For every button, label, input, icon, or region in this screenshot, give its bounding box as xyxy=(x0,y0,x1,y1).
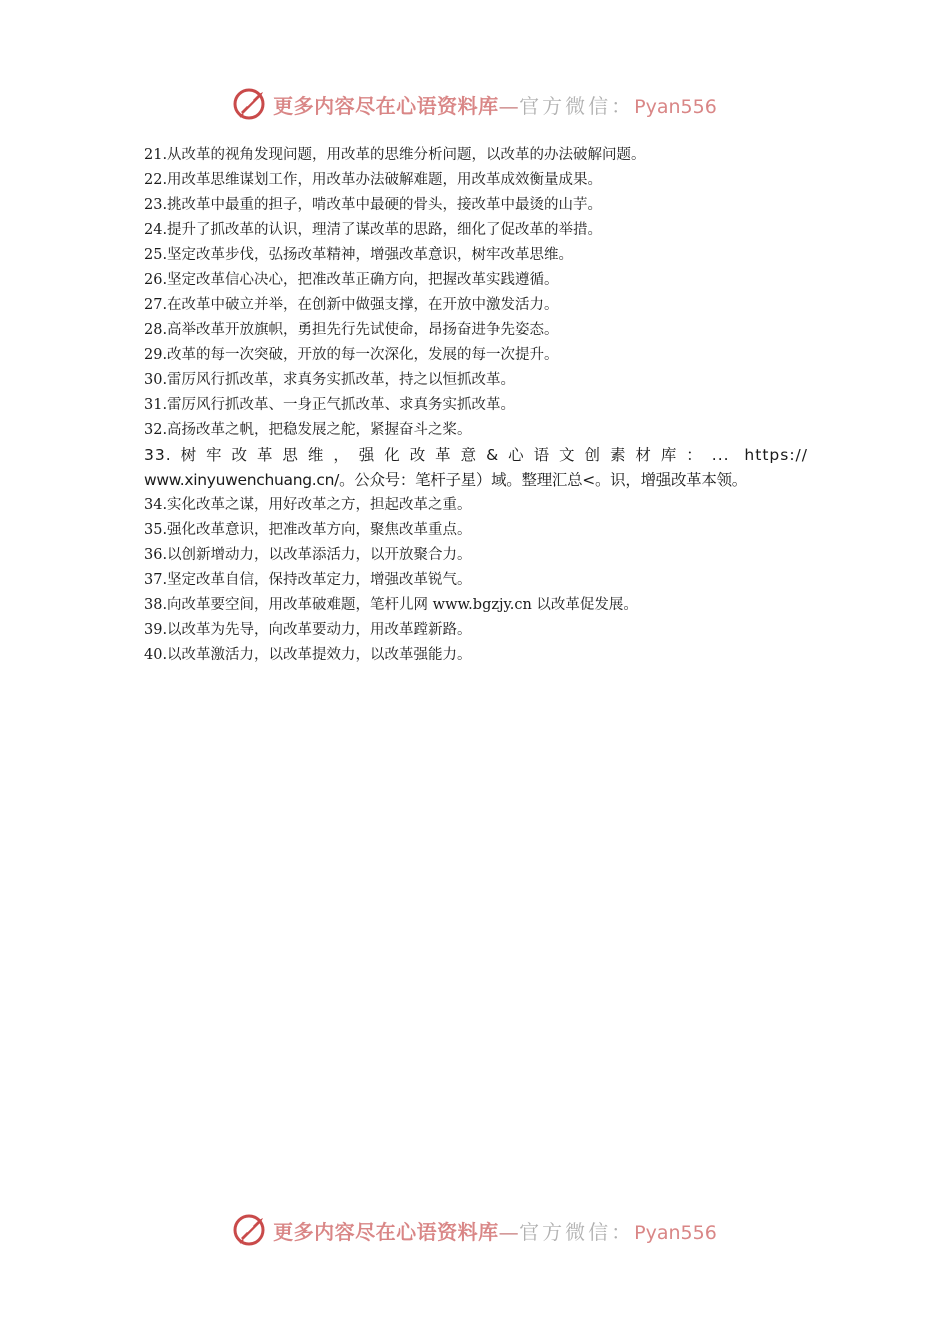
header-brand-text xyxy=(273,90,717,119)
list-item: 27.在改革中破立并举，在创新中做强支撑，在开放中激发活力。 xyxy=(144,297,559,313)
list-item-33-line2: www.xinyuwenchuang.cn/。公众号：笔杆子星）域。整理汇总<。识，增强改革本领。 xyxy=(144,471,747,489)
list-item: 23.挑改革中最重的担子，啃改革中最硬的骨头，接改革中最烫的山芋。 xyxy=(144,197,603,213)
list-item-33-line1: 33.树牢改革思维，强化改革意&心语文创素材库：... https:// xyxy=(144,446,808,464)
quill-pen-logo-icon xyxy=(233,1212,269,1248)
list-item: 32.高扬改革之帆，把稳发展之舵，紧握奋斗之桨。 xyxy=(144,422,472,438)
list-item: 25.坚定改革步伐，弘扬改革精神，增强改革意识，树牢改革思维。 xyxy=(144,247,574,263)
header-brand-separator: — xyxy=(498,93,520,118)
list-item: 40.以改革激活力，以改革提效力，以改革强能力。 xyxy=(144,647,472,663)
list-item: 26.坚定改革信心决心，把准改革正确方向，把握改革实践遵循。 xyxy=(144,272,559,288)
list-item-watermarked xyxy=(144,443,808,493)
footer-brand-text xyxy=(273,1216,717,1245)
list-item: 22.用改革思维谋划工作，用改革办法破解难题，用改革成效衡量成果。 xyxy=(144,172,603,188)
list-item: 39.以改革为先导，向改革要动力，用改革蹚新路。 xyxy=(144,622,472,638)
header-wechat-label: 官方微信： xyxy=(519,93,635,118)
document-body xyxy=(144,143,808,668)
footer-brand-separator: — xyxy=(498,1219,520,1244)
list-item: 24.提升了抓改革的认识，理清了谋改革的思路，细化了促改革的举措。 xyxy=(144,222,603,238)
quill-pen-logo-icon xyxy=(233,86,269,122)
list-item: 38.向改革要空间，用改革破难题，笔杆儿网 www.bgzjy.cn 以改革促发展。 xyxy=(144,597,638,613)
list-item: 28.高举改革开放旗帜，勇担先行先试使命，昂扬奋进争先姿态。 xyxy=(144,322,559,338)
header-brand-main: 更多内容尽在心语资料库 xyxy=(273,93,499,118)
list-item: 37.坚定改革自信，保持改革定力，增强改革锐气。 xyxy=(144,572,472,588)
footer-wechat-label: 官方微信： xyxy=(519,1219,635,1244)
footer-brand-main: 更多内容尽在心语资料库 xyxy=(273,1219,499,1244)
list-item: 29.改革的每一次突破，开放的每一次深化，发展的每一次提升。 xyxy=(144,347,559,363)
footer-banner xyxy=(0,1208,950,1252)
list-item: 30.雷厉风行抓改革，求真务实抓改革，持之以恒抓改革。 xyxy=(144,372,516,388)
list-item: 34.实化改革之谋，用好改革之方，担起改革之重。 xyxy=(144,497,472,513)
header-wechat-id: Pyan556 xyxy=(634,95,717,118)
list-item: 31.雷厉风行抓改革、一身正气抓改革、求真务实抓改革。 xyxy=(144,397,516,413)
list-item: 21.从改革的视角发现问题，用改革的思维分析问题，以改革的办法破解问题。 xyxy=(144,147,646,163)
footer-wechat-id: Pyan556 xyxy=(634,1221,717,1244)
list-item: 36.以创新增动力，以改革添活力，以开放聚合力。 xyxy=(144,547,472,563)
list-item: 35.强化改革意识，把准改革方向，聚焦改革重点。 xyxy=(144,522,472,538)
header-banner xyxy=(0,82,950,126)
